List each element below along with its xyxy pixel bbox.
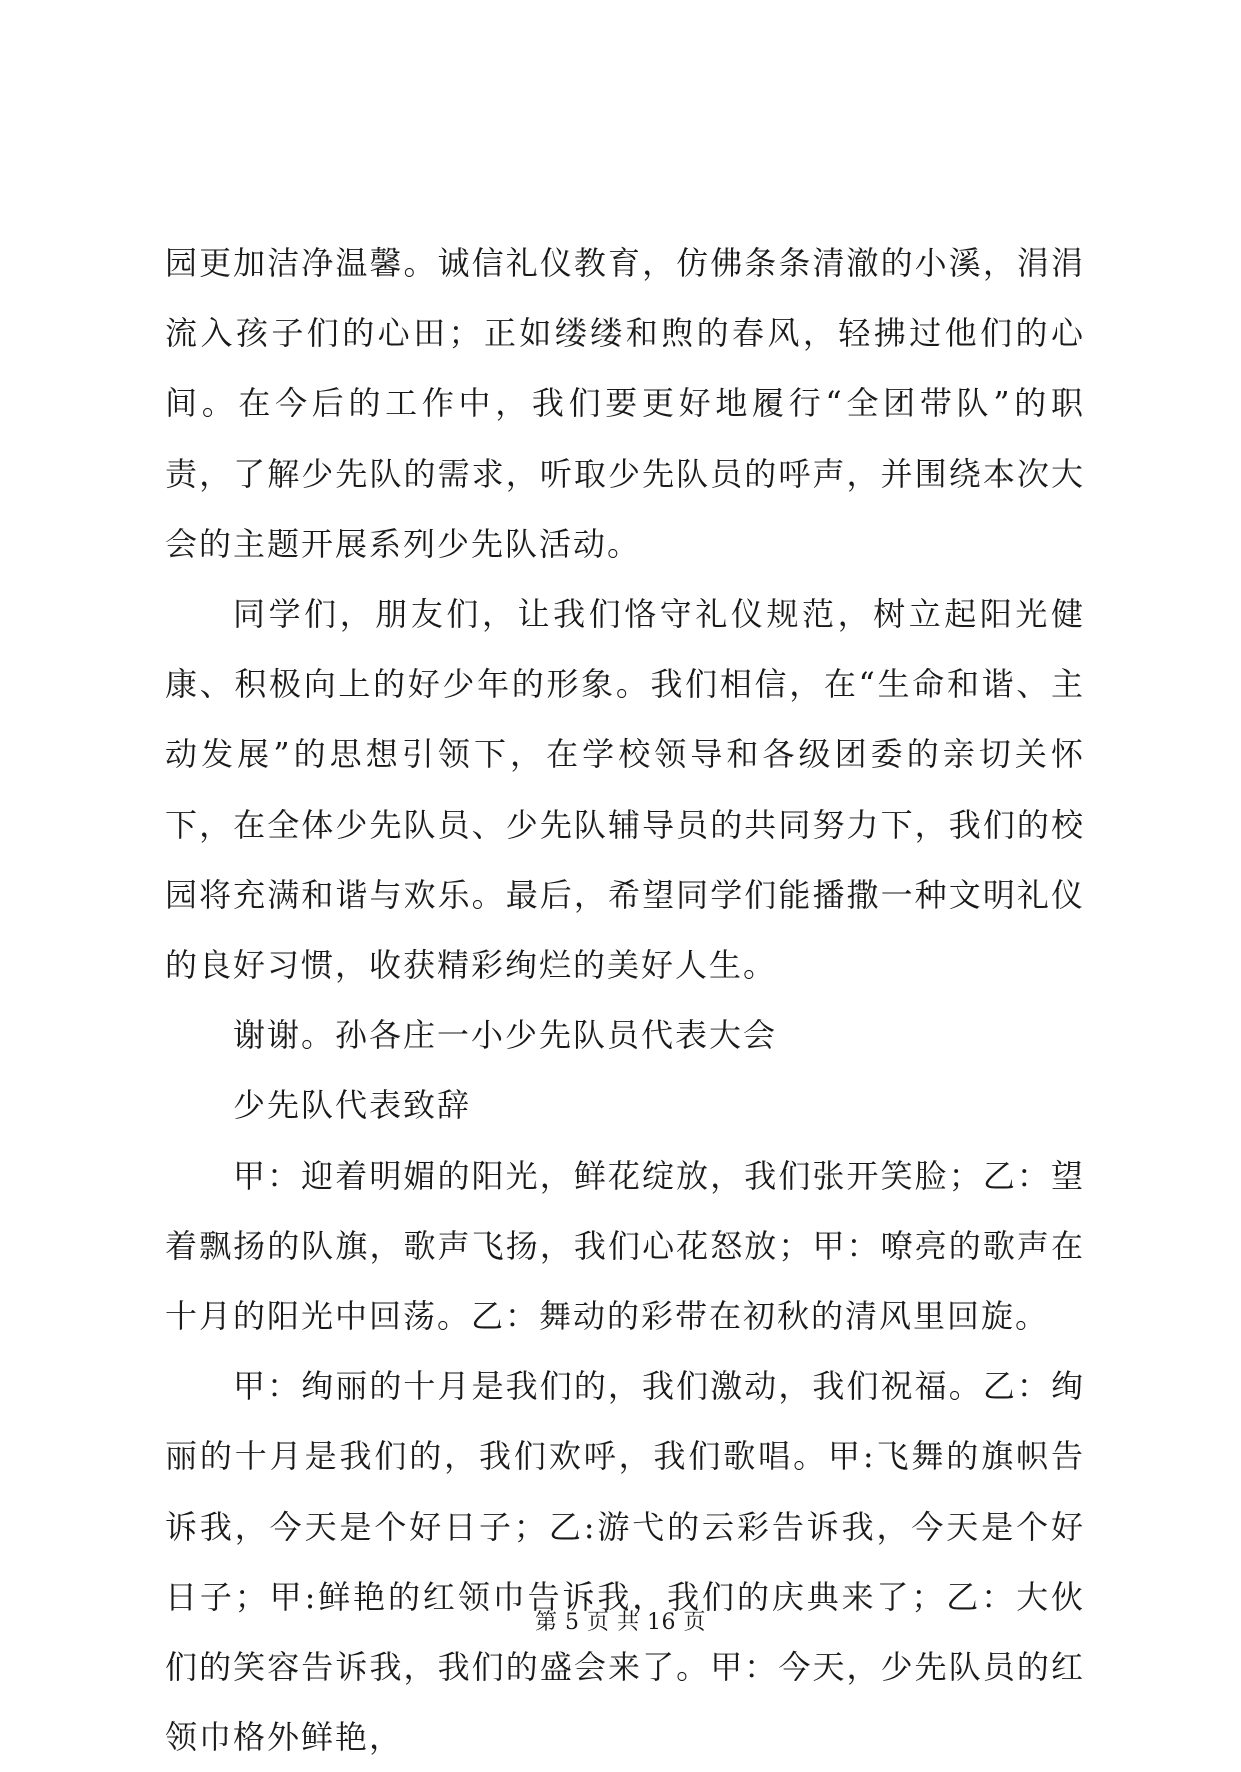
document-body [165,228,1085,1772]
paragraph-6: 甲：绚丽的十月是我们的，我们激动，我们祝福。乙：绚丽的十月是我们的，我们欢呼，我们歌唱。甲:飞舞的旗帜告诉我，今天是个好日子；乙:游弋的云彩告诉我，今天是个好日子；甲:鲜艳的红领巾告诉我，我们的庆典来了；乙：大伙们的笑容告诉我，我们的盛会来了。甲：今天，少先队员的红领巾格外鲜艳， [165,1367,1085,1757]
paragraph-2: 同学们，朋友们，让我们恪守礼仪规范，树立起阳光健康、积极向上的好少年的形象。我们相信，在“生命和谐、主动发展”的思想引领下，在学校领导和各级团委的亲切关怀下，在全体少先队员、少先队辅导员的共同努力下，我们的校园将充满和谐与欢乐。最后，希望同学们能播撒一种文明礼仪的良好习惯，收获精彩绚烂的美好人生。 [165,595,1085,985]
paragraph-1: 园更加洁净温馨。诚信礼仪教育，仿佛条条清澈的小溪，涓涓流入孩子们的心田；正如缕缕和煦的春风，轻拂过他们的心间。在今后的工作中，我们要更好地履行“全团带队”的职责，了解少先队的需求，听取少先队员的呼声，并围绕本次大会的主题开展系列少先队活动。 [165,244,1085,563]
paragraph-5: 甲：迎着明媚的阳光，鲜花绽放，我们张开笑脸；乙：望着飘扬的队旗，歌声飞扬，我们心花怒放；甲：嘹亮的歌声在十月的阳光中回荡。乙：舞动的彩带在初秋的清风里回旋。 [165,1156,1085,1336]
paragraph-4: 少先队代表致辞 [233,1086,472,1125]
paragraph-3: 谢谢。孙各庄一小少先队员代表大会 [233,1016,778,1055]
page-number-footer: 第 5 页 共 16 页 [535,1610,706,1635]
